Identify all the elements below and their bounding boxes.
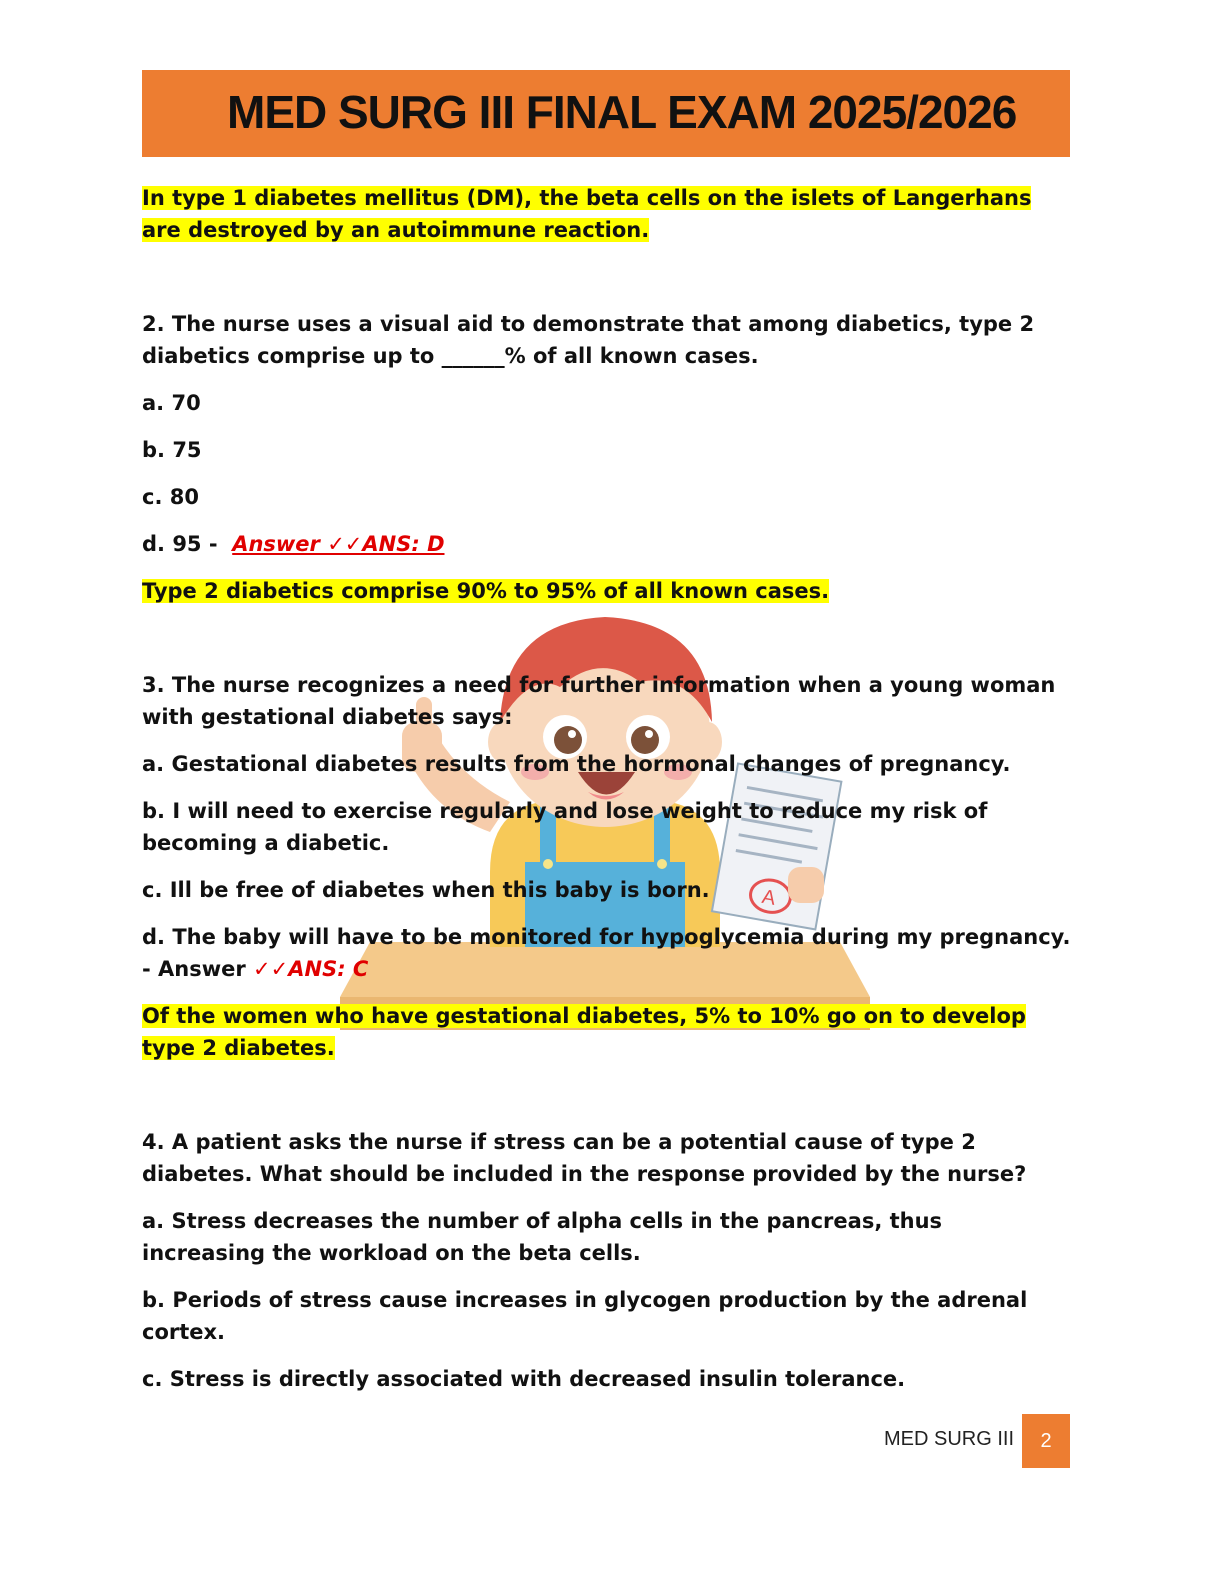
- q2-option-c: c. 80: [142, 485, 199, 509]
- q3-option-d: d. The baby will have to be monitored for hypoglycemia during my pregnancy. - Answer: [142, 925, 1071, 981]
- document-body: [142, 182, 1072, 1395]
- q2-option-a: a. 70: [142, 391, 201, 415]
- grade-mark: A: [760, 885, 778, 910]
- header-banner: [142, 70, 1070, 157]
- q4-option-b: b. Periods of stress cause increases in glycogen production by the adrenal cortex.: [142, 1288, 1028, 1344]
- q3-option-a: a. Gestational diabetes results from the hormonal changes of pregnancy.: [142, 752, 1011, 776]
- intro-note: In type 1 diabetes mellitus (DM), the beta cells on the islets of Langerhans are destroyed by an autoimmune reaction.: [142, 186, 1032, 242]
- q3-stem: 3. The nurse recognizes a need for further information when a young woman with gestational diabetes says:: [142, 673, 1056, 729]
- page-number: 2: [1022, 1414, 1070, 1468]
- footer-label: MED SURG III: [884, 1428, 1015, 1450]
- q2-option-b: b. 75: [142, 438, 202, 462]
- q3-option-b: b. I will need to exercise regularly and lose weight to reduce my risk of becoming a diabetic.: [142, 799, 988, 855]
- q2-answer: Answer ✓✓ANS: D: [232, 532, 445, 556]
- q3-rationale: Of the women who have gestational diabetes, 5% to 10% go on to develop type 2 diabetes.: [142, 1004, 1026, 1060]
- q4-option-c: c. Stress is directly associated with decreased insulin tolerance.: [142, 1367, 906, 1391]
- q2-option-d: d. 95 -: [142, 532, 218, 556]
- q3-option-c: c. Ill be free of diabetes when this baby is born.: [142, 878, 710, 902]
- q3-answer: ✓✓ANS: C: [253, 957, 369, 981]
- q4-stem: 4. A patient asks the nurse if stress can be a potential cause of type 2 diabetes. What should be included in the response provided by the nurse?: [142, 1130, 1027, 1186]
- q4-option-a: a. Stress decreases the number of alpha cells in the pancreas, thus increasing the workload on the beta cells.: [142, 1209, 943, 1265]
- q2-stem: 2. The nurse uses a visual aid to demonstrate that among diabetics, type 2 diabetics comprise up to ______% of all known cases.: [142, 312, 1035, 368]
- q2-rationale: Type 2 diabetics comprise 90% to 95% of all known cases.: [142, 579, 830, 603]
- page-title: MED SURG III FINAL EXAM 2025/2026: [227, 86, 1017, 138]
